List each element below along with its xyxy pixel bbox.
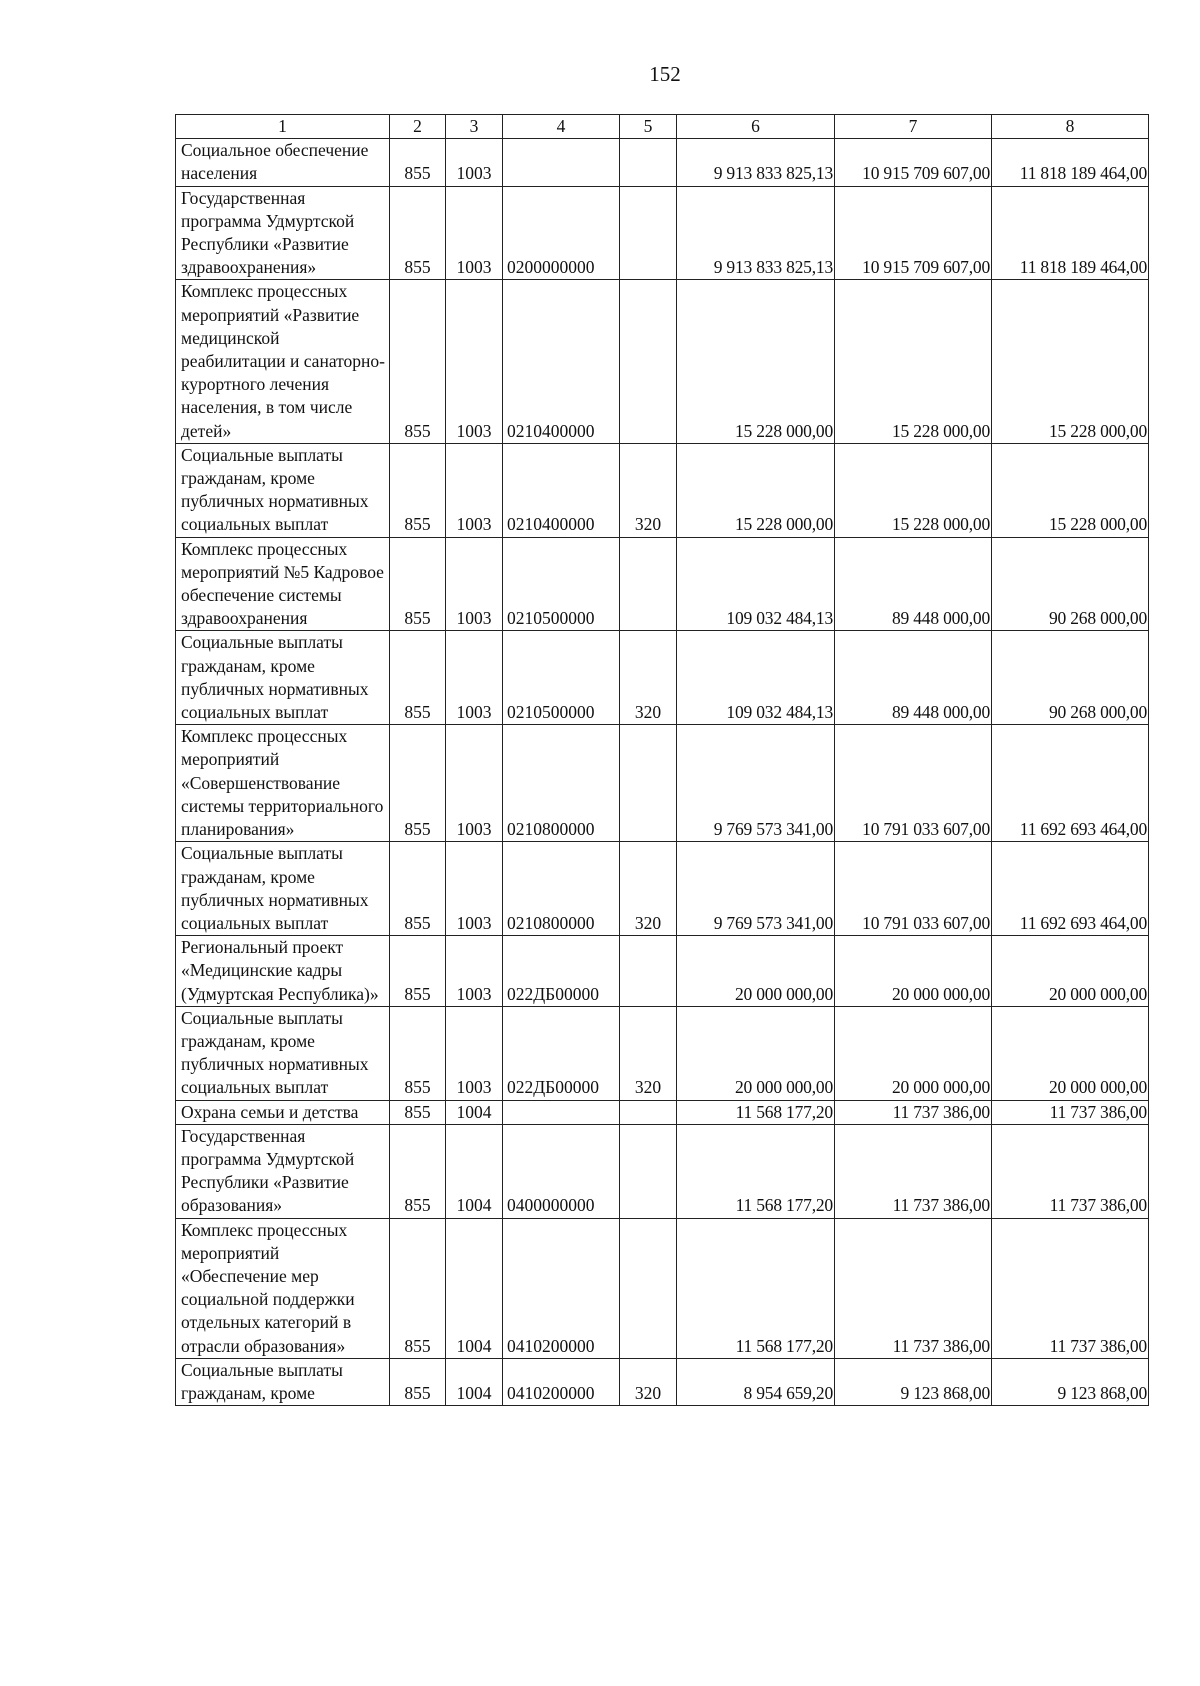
section-code: 1003	[446, 936, 503, 1007]
target-article-code: 0210400000	[503, 280, 620, 443]
amount-col-6: 11 568 177,20	[677, 1100, 835, 1124]
ministry-code: 855	[390, 443, 446, 537]
target-article-code: 0210500000	[503, 631, 620, 725]
row-name: Государственная программа Удмуртской Республики «Развитие образования»	[176, 1124, 390, 1218]
row-name: Комплекс процессных мероприятий №5 Кадровое обеспечение системы здравоохранения	[176, 537, 390, 631]
ministry-code: 855	[390, 1100, 446, 1124]
column-header: 5	[620, 115, 677, 139]
column-header: 2	[390, 115, 446, 139]
target-article-code: 022ДБ00000	[503, 936, 620, 1007]
column-header: 8	[992, 115, 1149, 139]
amount-col-6: 9 913 833 825,13	[677, 186, 835, 280]
target-article-code: 022ДБ00000	[503, 1006, 620, 1100]
header-row	[176, 115, 1149, 139]
section-code: 1003	[446, 280, 503, 443]
expense-type-code	[620, 280, 677, 443]
target-article-code	[503, 1100, 620, 1124]
column-header: 7	[835, 115, 992, 139]
table-row	[176, 537, 1149, 631]
section-code: 1004	[446, 1358, 503, 1405]
amount-col-7: 11 737 386,00	[835, 1218, 992, 1358]
column-header: 1	[176, 115, 390, 139]
amount-col-8: 11 692 693 464,00	[992, 842, 1149, 936]
expense-type-code: 320	[620, 1358, 677, 1405]
section-code: 1003	[446, 139, 503, 186]
amount-col-7: 15 228 000,00	[835, 443, 992, 537]
amount-col-8: 90 268 000,00	[992, 631, 1149, 725]
section-code: 1003	[446, 1006, 503, 1100]
amount-col-7: 15 228 000,00	[835, 280, 992, 443]
table-row	[176, 186, 1149, 280]
table-row	[176, 631, 1149, 725]
section-code: 1003	[446, 842, 503, 936]
expense-type-code	[620, 1218, 677, 1358]
amount-col-6: 8 954 659,20	[677, 1358, 835, 1405]
amount-col-6: 20 000 000,00	[677, 936, 835, 1007]
expense-type-code	[620, 139, 677, 186]
column-header: 4	[503, 115, 620, 139]
row-name: Социальные выплаты гражданам, кроме публичных нормативных социальных выплат	[176, 842, 390, 936]
amount-col-6: 20 000 000,00	[677, 1006, 835, 1100]
amount-col-8: 15 228 000,00	[992, 443, 1149, 537]
row-name: Государственная программа Удмуртской Республики «Развитие здравоохранения»	[176, 186, 390, 280]
amount-col-7: 10 791 033 607,00	[835, 725, 992, 842]
section-code: 1003	[446, 186, 503, 280]
target-article-code: 0210500000	[503, 537, 620, 631]
amount-col-8: 11 692 693 464,00	[992, 725, 1149, 842]
target-article-code: 0410200000	[503, 1358, 620, 1405]
ministry-code: 855	[390, 1124, 446, 1218]
amount-col-8: 11 818 189 464,00	[992, 186, 1149, 280]
target-article-code: 0200000000	[503, 186, 620, 280]
expense-type-code	[620, 1100, 677, 1124]
amount-col-7: 20 000 000,00	[835, 936, 992, 1007]
amount-col-7: 89 448 000,00	[835, 631, 992, 725]
amount-col-8: 20 000 000,00	[992, 936, 1149, 1007]
section-code: 1003	[446, 537, 503, 631]
section-code: 1004	[446, 1124, 503, 1218]
table-row	[176, 139, 1149, 186]
table-row	[176, 443, 1149, 537]
row-name: Социальные выплаты гражданам, кроме публичных нормативных социальных выплат	[176, 443, 390, 537]
amount-col-6: 109 032 484,13	[677, 537, 835, 631]
expense-type-code	[620, 725, 677, 842]
expense-type-code: 320	[620, 443, 677, 537]
table-row	[176, 936, 1149, 1007]
row-name: Региональный проект «Медицинские кадры (Удмуртская Республика)»	[176, 936, 390, 1007]
ministry-code: 855	[390, 1358, 446, 1405]
ministry-code: 855	[390, 537, 446, 631]
ministry-code: 855	[390, 139, 446, 186]
row-name: Комплекс процессных мероприятий «Обеспечение мер социальной поддержки отдельных категорий в отрасли образования»	[176, 1218, 390, 1358]
row-name: Социальные выплаты гражданам, кроме публичных нормативных социальных выплат	[176, 631, 390, 725]
row-name: Комплекс процессных мероприятий «Развитие медицинской реабилитации и санаторно-курортного лечения населения, в том числе детей»	[176, 280, 390, 443]
ministry-code: 855	[390, 936, 446, 1007]
amount-col-6: 11 568 177,20	[677, 1218, 835, 1358]
target-article-code: 0400000000	[503, 1124, 620, 1218]
expense-type-code: 320	[620, 1006, 677, 1100]
section-code: 1003	[446, 725, 503, 842]
amount-col-6: 9 913 833 825,13	[677, 139, 835, 186]
row-name: Социальные выплаты гражданам, кроме	[176, 1358, 390, 1405]
table-row	[176, 1358, 1149, 1405]
table-row	[176, 725, 1149, 842]
section-code: 1004	[446, 1218, 503, 1358]
ministry-code: 855	[390, 1218, 446, 1358]
target-article-code: 0210800000	[503, 725, 620, 842]
row-name: Социальное обеспечение населения	[176, 139, 390, 186]
column-header: 6	[677, 115, 835, 139]
amount-col-6: 15 228 000,00	[677, 443, 835, 537]
page-number: 152	[649, 62, 681, 86]
amount-col-8: 15 228 000,00	[992, 280, 1149, 443]
ministry-code: 855	[390, 631, 446, 725]
amount-col-7: 10 915 709 607,00	[835, 186, 992, 280]
target-article-code: 0410200000	[503, 1218, 620, 1358]
expense-type-code: 320	[620, 631, 677, 725]
target-article-code: 0210400000	[503, 443, 620, 537]
expense-type-code	[620, 1124, 677, 1218]
section-code: 1003	[446, 443, 503, 537]
amount-col-6: 9 769 573 341,00	[677, 842, 835, 936]
amount-col-7: 11 737 386,00	[835, 1100, 992, 1124]
column-header: 3	[446, 115, 503, 139]
amount-col-8: 11 818 189 464,00	[992, 139, 1149, 186]
target-article-code: 0210800000	[503, 842, 620, 936]
row-name: Комплекс процессных мероприятий «Совершенствование системы территориального планирования»	[176, 725, 390, 842]
expense-type-code	[620, 936, 677, 1007]
expense-type-code	[620, 186, 677, 280]
ministry-code: 855	[390, 725, 446, 842]
table-row	[176, 1124, 1149, 1218]
expense-type-code: 320	[620, 842, 677, 936]
amount-col-7: 9 123 868,00	[835, 1358, 992, 1405]
expense-type-code	[620, 537, 677, 631]
amount-col-6: 109 032 484,13	[677, 631, 835, 725]
table-row	[176, 280, 1149, 443]
section-code: 1004	[446, 1100, 503, 1124]
amount-col-8: 11 737 386,00	[992, 1100, 1149, 1124]
table-body	[176, 139, 1149, 1406]
amount-col-8: 20 000 000,00	[992, 1006, 1149, 1100]
budget-table	[175, 114, 1149, 1406]
ministry-code: 855	[390, 280, 446, 443]
table-row	[176, 1218, 1149, 1358]
section-code: 1003	[446, 631, 503, 725]
amount-col-8: 90 268 000,00	[992, 537, 1149, 631]
amount-col-7: 10 791 033 607,00	[835, 842, 992, 936]
amount-col-7: 89 448 000,00	[835, 537, 992, 631]
amount-col-6: 15 228 000,00	[677, 280, 835, 443]
amount-col-7: 10 915 709 607,00	[835, 139, 992, 186]
row-name: Охрана семьи и детства	[176, 1100, 390, 1124]
table-row	[176, 1006, 1149, 1100]
table-row	[176, 1100, 1149, 1124]
ministry-code: 855	[390, 186, 446, 280]
ministry-code: 855	[390, 1006, 446, 1100]
table-row	[176, 842, 1149, 936]
amount-col-6: 11 568 177,20	[677, 1124, 835, 1218]
amount-col-8: 11 737 386,00	[992, 1124, 1149, 1218]
amount-col-8: 9 123 868,00	[992, 1358, 1149, 1405]
row-name: Социальные выплаты гражданам, кроме публичных нормативных социальных выплат	[176, 1006, 390, 1100]
amount-col-7: 11 737 386,00	[835, 1124, 992, 1218]
amount-col-7: 20 000 000,00	[835, 1006, 992, 1100]
amount-col-8: 11 737 386,00	[992, 1218, 1149, 1358]
amount-col-6: 9 769 573 341,00	[677, 725, 835, 842]
target-article-code	[503, 139, 620, 186]
ministry-code: 855	[390, 842, 446, 936]
